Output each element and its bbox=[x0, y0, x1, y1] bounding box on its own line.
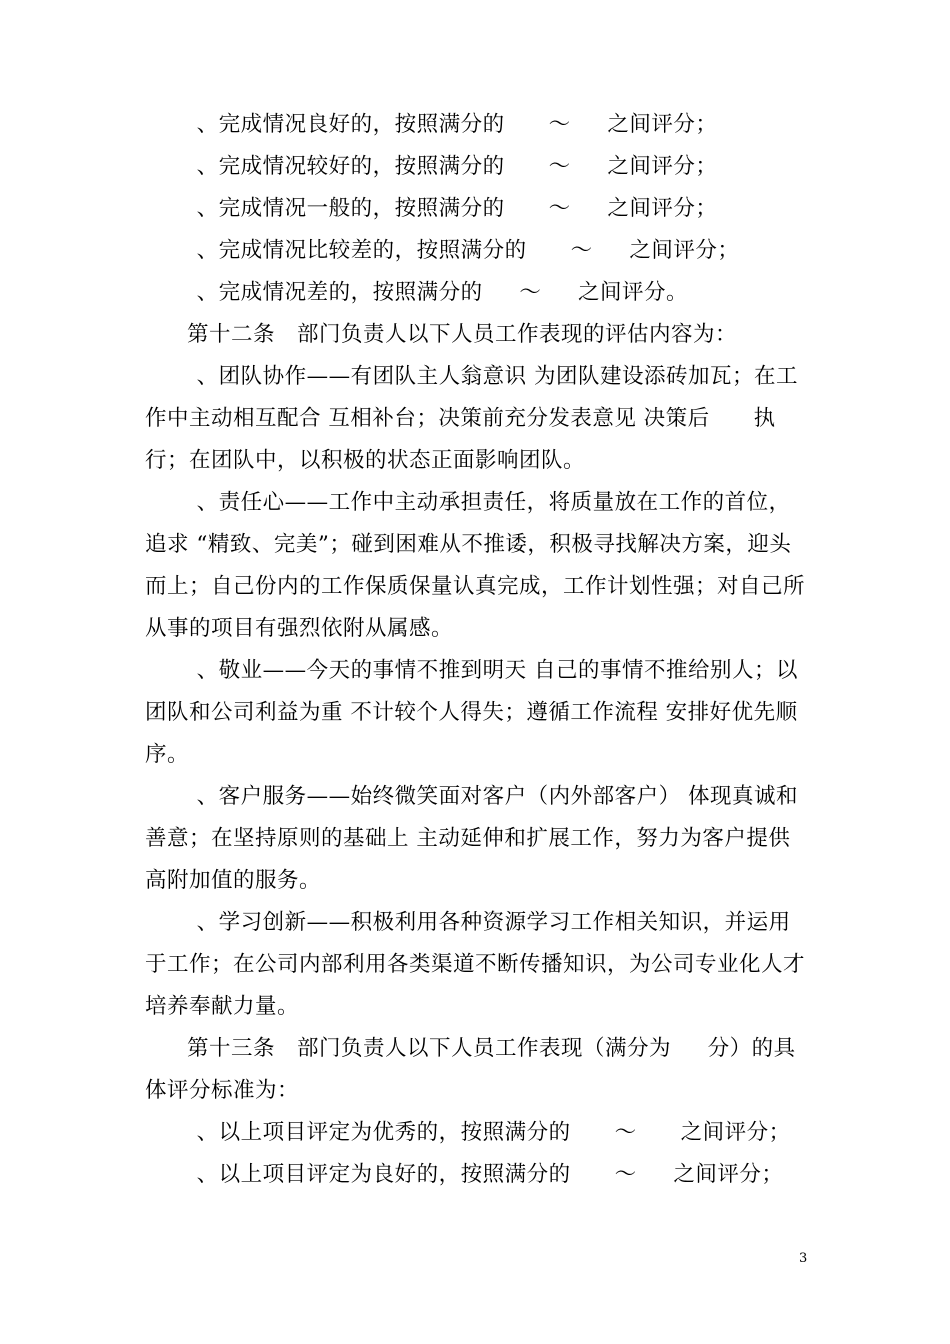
text-line: 、团队协作——有团队主人翁意识 为团队建设添砖加瓦；在工 bbox=[182, 364, 799, 389]
text-line: 追求 “精致、完美”；碰到困难从不推诿，积极寻找解决方案，迎头 bbox=[145, 532, 792, 557]
text-line: 高附加值的服务。 bbox=[145, 868, 322, 893]
text-line: 、学习创新——积极利用各种资源学习工作相关知识，并运用 bbox=[182, 910, 791, 935]
text-line: 、以上项目评定为优秀的，按照满分的 ～ 之间评分； bbox=[182, 1120, 791, 1145]
text-line: 、完成情况差的，按照满分的 ～ 之间评分。 bbox=[182, 280, 689, 305]
text-line: 、责任心——工作中主动承担责任，将质量放在工作的首位， bbox=[182, 490, 791, 515]
article-heading: 第十二条 部门负责人以下人员工作表现的评估内容为： bbox=[187, 322, 738, 347]
text-line: 行；在团队中，以积极的状态正面影响团队。 bbox=[145, 448, 586, 473]
text-line: 、完成情况比较差的，按照满分的 ～ 之间评分； bbox=[182, 238, 740, 263]
text-line: 团队和公司利益为重 不计较个人得失；遵循工作流程 安排好优先顺 bbox=[145, 700, 798, 725]
text-line: 、完成情况较好的，按照满分的 ～ 之间评分； bbox=[182, 154, 718, 179]
text-line: 、完成情况一般的，按照满分的 ～ 之间评分； bbox=[182, 196, 718, 221]
text-line: 作中主动相互配合 互相补台；决策前充分发表意见 决策后 执 bbox=[145, 406, 776, 431]
text-line: 、以上项目评定为良好的，按照满分的 ～ 之间评分； bbox=[182, 1162, 784, 1187]
page-number: 3 bbox=[799, 1251, 808, 1266]
text-line: 序。 bbox=[145, 742, 190, 767]
text-line: 于工作；在公司内部利用各类渠道不断传播知识，为公司专业化人才 bbox=[145, 952, 806, 977]
text-line: 、完成情况良好的，按照满分的 ～ 之间评分； bbox=[182, 112, 718, 137]
text-line: 从事的项目有强烈依附从属感。 bbox=[145, 616, 454, 641]
text-line: 善意；在坚持原则的基础上 主动延伸和扩展工作，努力为客户提供 bbox=[145, 826, 791, 851]
text-line: 体评分标准为： bbox=[145, 1078, 300, 1103]
text-line: 培养奉献力量。 bbox=[145, 994, 300, 1019]
text-line: 、客户服务——始终微笑面对客户（内外部客户） 体现真诚和 bbox=[182, 784, 799, 809]
article-heading: 第十三条 部门负责人以下人员工作表现（满分为 分）的具 bbox=[187, 1036, 796, 1061]
text-line: 、敬业——今天的事情不推到明天 自己的事情不推给别人；以 bbox=[182, 658, 799, 683]
text-line: 而上；自己份内的工作保质保量认真完成，工作计划性强；对自己所 bbox=[145, 574, 806, 599]
